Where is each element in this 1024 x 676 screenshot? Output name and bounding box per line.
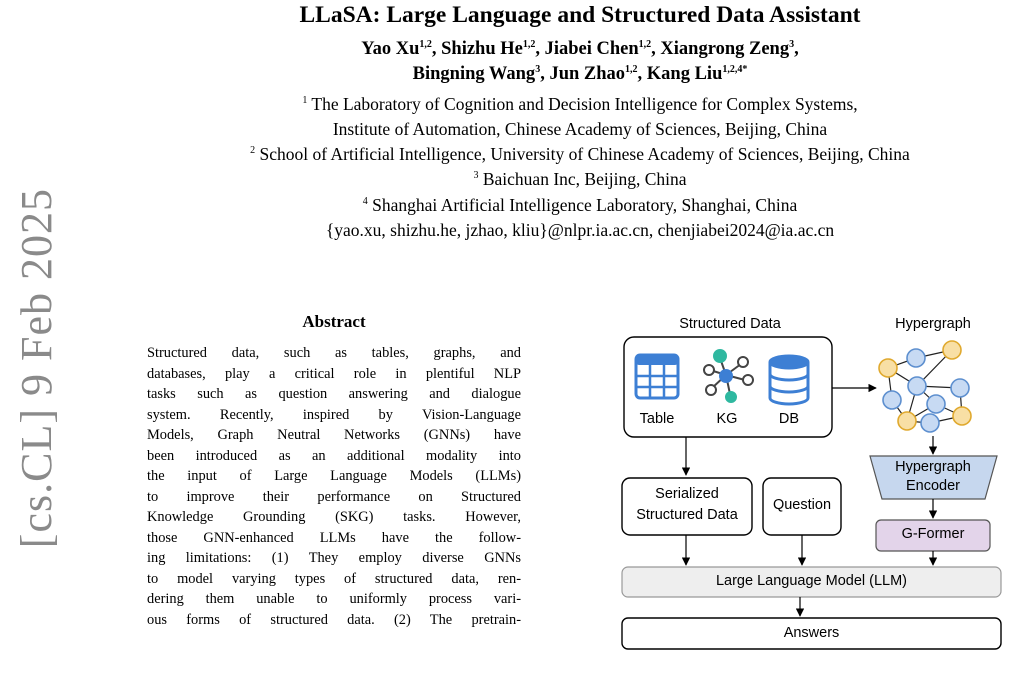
architecture-figure — [600, 310, 1024, 660]
affiliation-text: The Laboratory of Cognition and Decision Intelligence for Complex Systems, — [311, 94, 858, 114]
affiliation-line — [70, 94, 1024, 115]
author-list-line-2: Bingning Wang$^3$, Jun Zhao$^{1,2}$, Kang Liu$^{1,2,4*}$ — [412, 63, 748, 84]
serialized-label-line-2: Structured Data — [636, 507, 738, 523]
affiliation-line — [70, 144, 1024, 165]
affiliation-number: 1 — [302, 95, 308, 107]
author-affiliation-marker: 1,2 — [625, 63, 638, 75]
affiliation-line — [70, 119, 1024, 140]
author-affiliation-marker: 1,2,4* — [722, 63, 748, 75]
author-name: Xiangrong Zeng — [660, 39, 790, 59]
paper-title: LLaSA: Large Language and Structured Data Assistant — [299, 2, 861, 28]
abstract-line: tasks such as question answering and dialogue — [147, 386, 521, 402]
affiliation-number: 2 — [250, 145, 256, 157]
abstract-line: to improve their performance on Structured — [147, 488, 521, 505]
author-affiliation-marker: 1,2 — [522, 38, 536, 50]
author-name: Bingning Wang — [412, 64, 536, 84]
encoder-label-line-1: Hypergraph — [895, 459, 971, 475]
affiliation-number: 4 — [362, 196, 368, 208]
g-former-label: G-Former — [901, 526, 965, 542]
affiliation-line — [70, 169, 1024, 190]
abstract-line: been introduced as an additional modality into — [147, 447, 521, 464]
kg-label: KG — [716, 411, 738, 427]
table-icon — [636, 355, 678, 398]
abstract-line: Models, Graph Neutral Networks (GNNs) have — [147, 427, 521, 443]
abstract-line: Structured data, such as tables, graphs, and — [147, 345, 521, 361]
structured-data-label: Structured Data — [679, 316, 781, 332]
database-icon — [770, 356, 808, 404]
table-label: Table — [639, 411, 675, 427]
affiliation-line — [70, 195, 1024, 216]
hypergraph-label: Hypergraph — [895, 316, 971, 332]
author-affiliation-marker: 1,2 — [419, 38, 432, 50]
author-name: Shizhu He — [441, 39, 523, 59]
abstract-line: databases, play a critical role in plentiful NLP — [147, 365, 521, 382]
abstract-line: ing limitations: (1) They employ diverse GNNs — [147, 550, 521, 566]
author-affiliation-marker: 3 — [789, 38, 795, 50]
affiliation-text: School of Artificial Intelligence, University of Chinese Academy of Sciences, Beijing, China — [259, 144, 910, 164]
encoder-label-line-2: Encoder — [905, 478, 960, 494]
abstract-body — [147, 343, 521, 630]
db-label: DB — [778, 411, 800, 427]
affiliation-text: Institute of Automation, Chinese Academy of Sciences, Beijing, China — [332, 119, 828, 139]
abstract-line: system. Recently, inspired by Vision-Language — [147, 406, 521, 423]
answers-label: Answers — [783, 625, 840, 641]
affiliation-line — [70, 220, 1024, 241]
author-name: Yao Xu — [361, 39, 420, 59]
abstract-line: to model varying types of structured data, ren- — [147, 570, 521, 587]
author-name: Kang Liu — [646, 64, 723, 84]
question-label: Question — [772, 497, 832, 513]
serialized-label-line-1: Serialized — [655, 486, 719, 502]
affiliation-text: Baichuan Inc, Beijing, China — [482, 169, 687, 189]
abstract-line: Knowledge Grounding (SKG) tasks. However, — [147, 509, 521, 525]
hypergraph-graphic — [879, 341, 971, 432]
abstract-heading: Abstract — [302, 312, 366, 331]
affiliation-text: {yao.xu, shizhu.he, jzhao, kliu}@nlpr.ia.ac.cn, chenjiabei2024@ia.ac.cn — [325, 220, 835, 240]
abstract-line: ous forms of structured data. (2) The pretrain- — [147, 611, 521, 628]
author-affiliation-marker: 3 — [535, 63, 541, 75]
abstract-line: dering them unable to uniformly process vari- — [147, 591, 521, 607]
arxiv-margin-stamp: [cs.CL] 9 Feb 2025 — [12, 188, 61, 549]
author-affiliation-marker: 1,2 — [638, 38, 652, 50]
abstract-line: those GNN-enhanced LLMs have the follow- — [147, 529, 521, 546]
author-name: Jiabei Chen — [544, 39, 639, 59]
author-name: Jun Zhao — [549, 64, 626, 84]
affiliation-number: 3 — [473, 170, 479, 182]
author-list-line-1: Yao Xu$^{1,2}$, Shizhu He$^{1,2}$, Jiabei Chen$^{1,2}$, Xiangrong Zeng$^3$, — [361, 38, 799, 59]
abstract-line: the input of Large Language Models (LLMs) — [147, 468, 521, 484]
llm-label: Large Language Model (LLM) — [715, 573, 908, 589]
affiliation-text: Shanghai Artificial Intelligence Laboratory, Shanghai, China — [372, 195, 798, 215]
